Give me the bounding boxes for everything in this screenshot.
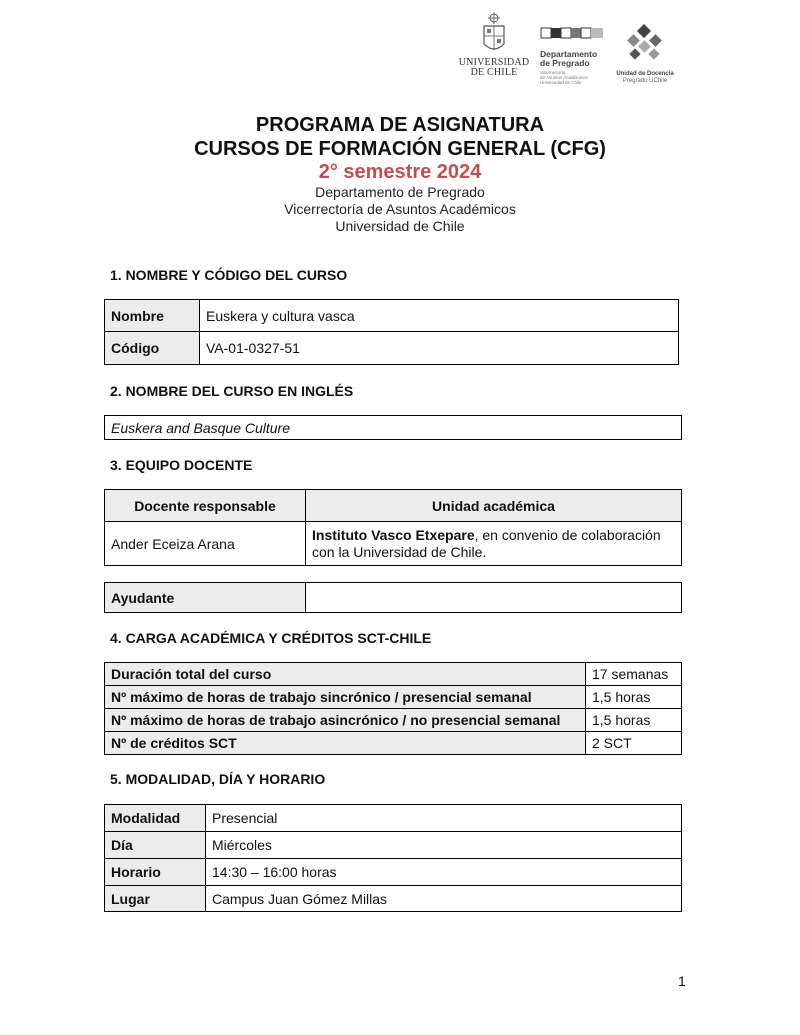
load-label: Nº de créditos SCT [105, 732, 586, 755]
departamento-logo-title: Departamento de Pregrado [540, 49, 598, 68]
table-row [105, 416, 682, 440]
load-label: Duración total del curso [105, 663, 586, 686]
unidad-agreement: , en convenio de colaboración con la Universidad de Chile. [312, 526, 661, 560]
english-name-table [104, 415, 682, 440]
semester-label: 2° semestre 2024 [318, 161, 482, 183]
schedule-value: Presencial [206, 805, 682, 832]
schedule-value: Campus Juan Gómez Millas [206, 886, 682, 912]
document-subtitle: CURSOS DE FORMACIÓN GENERAL (CFG) [194, 138, 606, 160]
section-1-heading: 1. NOMBRE Y CÓDIGO DEL CURSO [110, 267, 348, 283]
table-row [105, 522, 682, 566]
table-row [105, 332, 679, 365]
table-row [105, 859, 682, 886]
codigo-value: VA-01-0327-51 [200, 332, 679, 365]
schedule-label: Modalidad [105, 805, 206, 832]
table-row [105, 832, 682, 859]
nombre-value: Euskera y cultura vasca [200, 300, 679, 332]
load-value: 1,5 horas [586, 709, 682, 732]
unidad-docencia-logo [612, 24, 678, 86]
table-row [105, 709, 682, 732]
section-3-heading: 3. EQUIPO DOCENTE [110, 457, 253, 473]
ayudante-label: Ayudante [105, 583, 306, 613]
document-title: PROGRAMA DE ASIGNATURA [255, 114, 545, 136]
departamento-pregrado-logo [540, 26, 608, 86]
load-label: Nº máximo de horas de trabajo sincrónico / presencial semanal [105, 686, 586, 709]
schedule-table [104, 804, 682, 912]
english-name-value: Euskera and Basque Culture [105, 416, 682, 440]
ayudante-value [306, 583, 682, 613]
unidad-docencia-icon [625, 24, 665, 64]
universidad-de-chile-logo [454, 12, 534, 86]
nombre-label: Nombre [105, 300, 200, 332]
ayudante-table [104, 582, 682, 613]
table-row [105, 663, 682, 686]
university-crest-icon [480, 12, 508, 56]
load-value: 1,5 horas [586, 686, 682, 709]
table-row [105, 732, 682, 755]
load-value: 17 semanas [586, 663, 682, 686]
departamento-logo-sub: Vicerrectoría de Asuntos Académicos Universidad de Chile [540, 70, 588, 85]
docente-value: Ander Eceiza Arana [105, 522, 306, 566]
table-header-row [105, 490, 682, 522]
codigo-label: Código [105, 332, 200, 365]
department-name: Departamento de Pregrado [315, 184, 485, 200]
schedule-value: Miércoles [206, 832, 682, 859]
table-row [105, 583, 682, 613]
university-name: Universidad de Chile [335, 218, 465, 234]
schedule-label: Lugar [105, 886, 206, 912]
page-number: 1 [678, 973, 686, 989]
unidad-institution: Instituto Vasco Etxepare [312, 526, 475, 543]
table-row [105, 805, 682, 832]
universidad-logo-text: UNIVERSIDAD DE CHILE [458, 57, 530, 78]
teaching-team-table [104, 489, 682, 566]
schedule-label: Día [105, 832, 206, 859]
academic-load-table [104, 662, 682, 755]
table-row [105, 886, 682, 912]
load-label: Nº máximo de horas de trabajo asincrónico / no presencial semanal [105, 709, 586, 732]
load-value: 2 SCT [586, 732, 682, 755]
table-row [105, 686, 682, 709]
schedule-label: Horario [105, 859, 206, 886]
unidad-logo-title: Unidad de Docencia [616, 71, 674, 77]
unidad-value [306, 522, 682, 566]
section-5-heading: 5. MODALIDAD, DÍA Y HORARIO [110, 771, 326, 787]
section-4-heading: 4. CARGA ACADÉMICA Y CRÉDITOS SCT-CHILE [110, 630, 432, 646]
unidad-header: Unidad académica [306, 490, 682, 522]
course-name-code-table [104, 299, 679, 365]
vicerrectoria-name: Vicerrectoría de Asuntos Académicos [284, 201, 516, 217]
unidad-logo-sub: Pregrado UChile [622, 78, 668, 84]
pregrado-squares-icon [540, 27, 606, 39]
docente-header: Docente responsable [105, 490, 306, 522]
section-2-heading: 2. NOMBRE DEL CURSO EN INGLÉS [110, 383, 354, 399]
table-row [105, 300, 679, 332]
schedule-value: 14:30 – 16:00 horas [206, 859, 682, 886]
